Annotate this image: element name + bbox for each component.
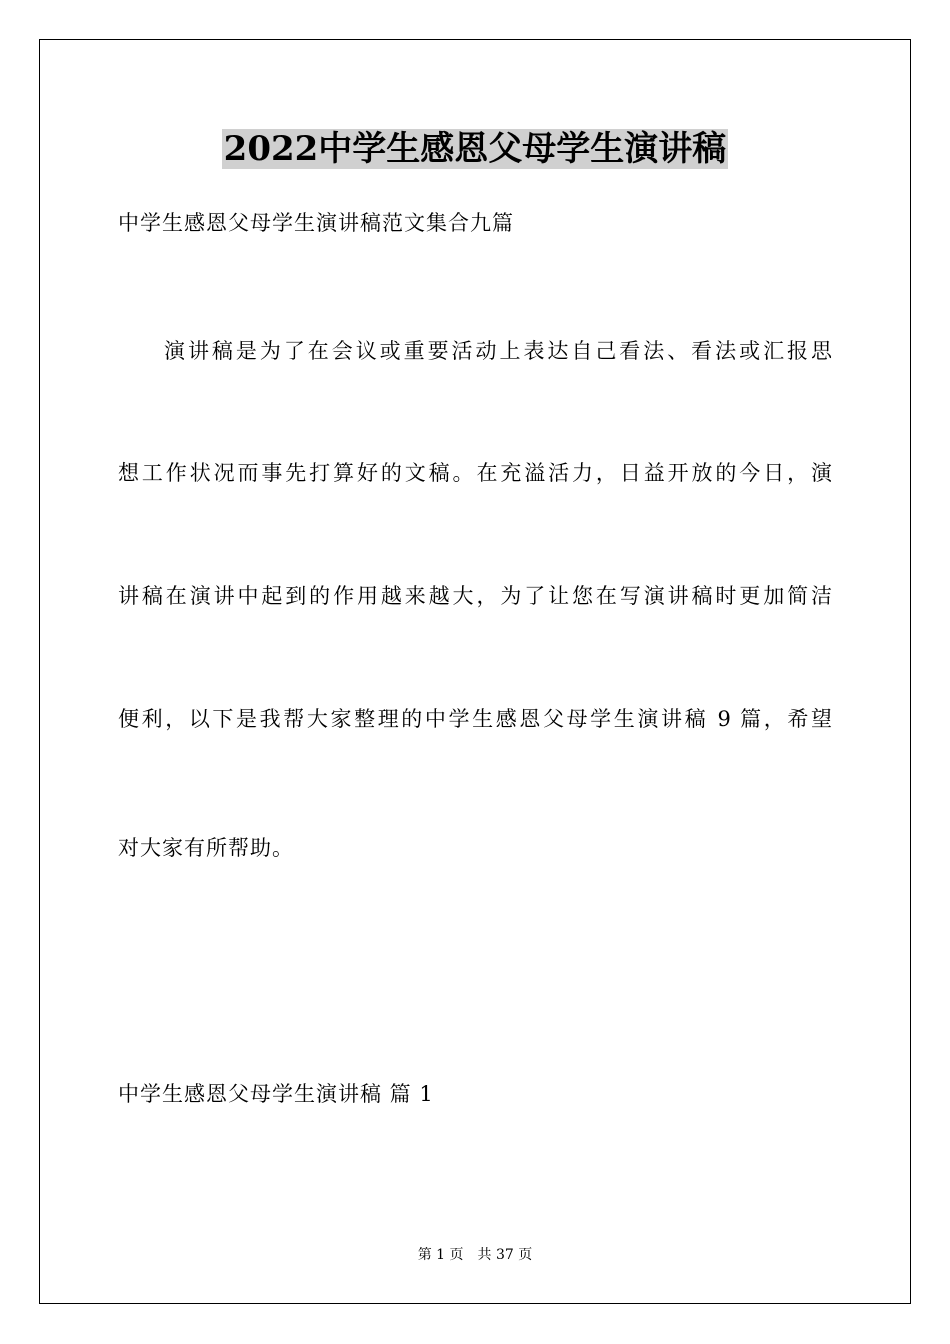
paragraph-line-5: 对大家有所帮助。 (118, 836, 294, 860)
title-text: 2022中学生感恩父母学生演讲稿 (223, 129, 727, 169)
paragraph-line-4: 便利，以下是我帮大家整理的中学生感恩父母学生演讲稿 9 篇，希望 (118, 707, 832, 731)
document-subtitle: 中学生感恩父母学生演讲稿范文集合九篇 (118, 211, 514, 235)
page-footer (0, 1245, 950, 1265)
paragraph-line-3: 讲稿在演讲中起到的作用越来越大，为了让您在写演讲稿时更加简洁 (118, 584, 832, 608)
document-title (0, 128, 950, 170)
page-total: 共 37 页 (477, 1247, 533, 1263)
section-heading: 中学生感恩父母学生演讲稿 篇 1 (118, 1082, 434, 1106)
page-number: 第 1 页 (417, 1247, 464, 1263)
paragraph-line-1: 演讲稿是为了在会议或重要活动上表达自己看法、看法或汇报思 (164, 339, 832, 363)
paragraph-line-2: 想工作状况而事先打算好的文稿。在充溢活力，日益开放的今日，演 (118, 461, 832, 485)
